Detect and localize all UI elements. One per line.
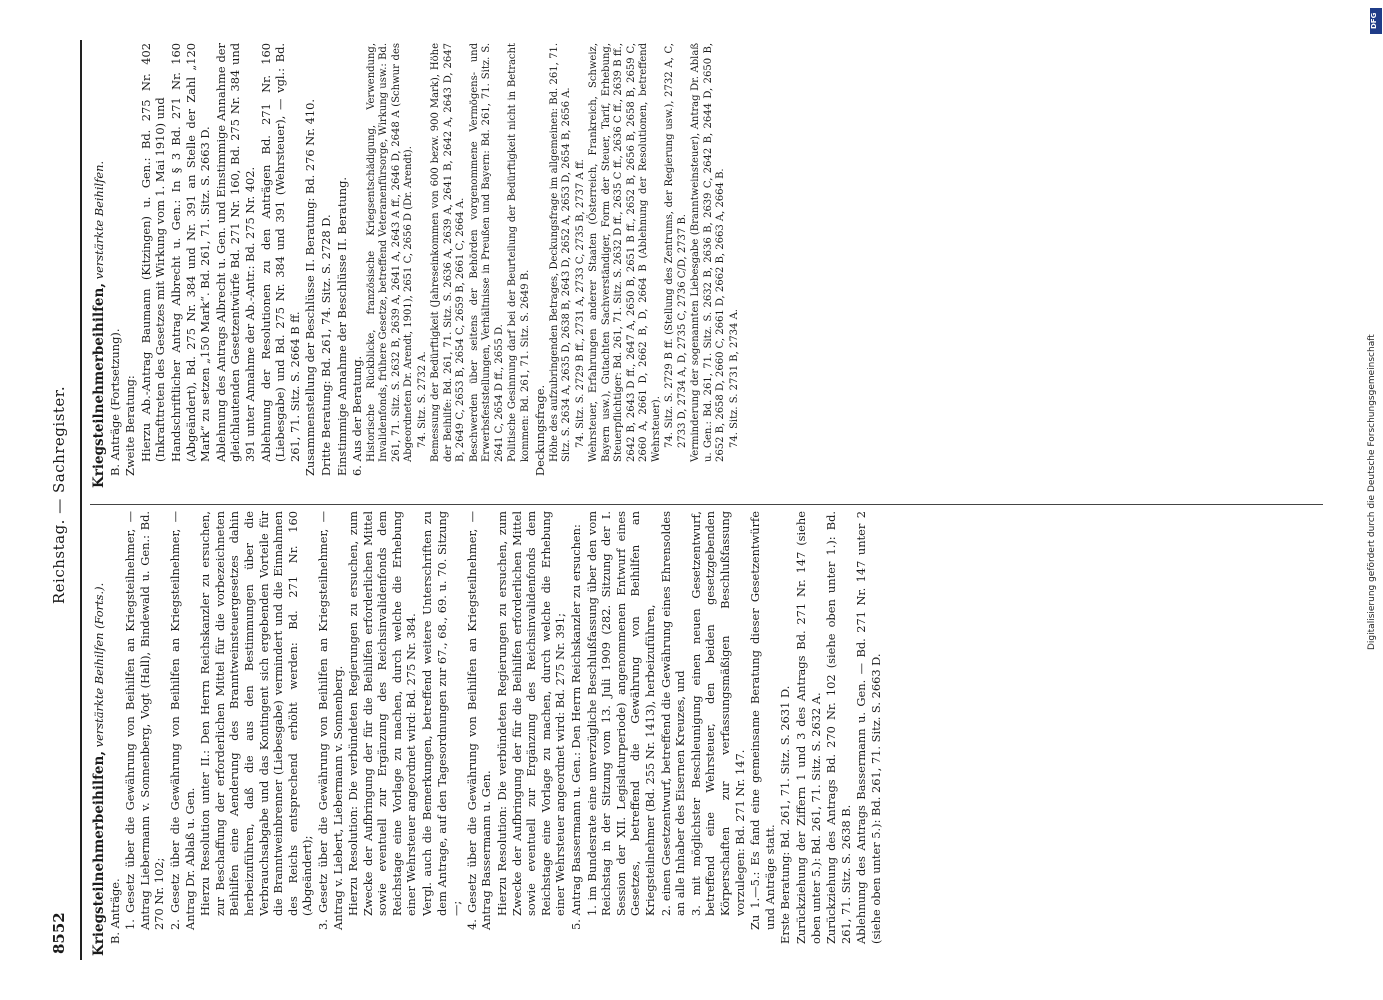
right-line: Wehrsteuer, Erfahrungen anderer Staaten (Österreich, Frankreich, Schweiz, Bayern usw.), Gutachten Sachverständiger, Form der Steuer, Tarif, Erhebung, Steuerpflichtiger: Bd. 261, 71. Sitz. S. 2632 D ff., 2635 C ff., 2636 C ff., 2639 B ff., 2642 B, 2643 D ff., 2647 A, 2650 B, 2651 B ff., 2652 B, 2656 B, 2658 B, 2659 C, 2660 A, 2661 D, 2662 B, D, 2664 B (Ablehnung der Resolutionen, betreffend Wehrsteuer). (588, 43, 662, 462)
right-line: 74. Sitz. S. 2729 B ff. (Stellung des Zentrums, der Regierung usw.), 2732 A, C, 2733 D, 2734 A, D, 2735 C, 2736 C/D, 2737 B. (664, 43, 688, 448)
right-line: Höhe des aufzubringenden Betrages, Deckungsfrage im allgemeinen: Bd. 261, 71. Sitz. S. 2634 A, 2635 D, 2638 B, 2643 D, 2652 A, 2653 D, 2654 B, 2656 A. (548, 43, 573, 462)
right-line: B. Anträge (Fortsetzung). (107, 328, 122, 476)
right-line: Hierzu Ab.-Antrag Baumann (Kitzingen) u. Gen.: Bd. 275 Nr. 402 (Inkrafttreten des Gesetzes mit Wirkung vom 1. Mai 1910) und (138, 43, 168, 462)
right-heading-title: Kriegsteilnehmerbeihilfen, (91, 282, 107, 488)
left-line: Zurückziehung des Antrags Bd. 270 Nr. 102 (siehe oben unter 1.): Bd. 261, 71. Sitz. S. 2638 B. (824, 511, 853, 944)
left-line: 1. Gesetz über die Gewährung von Beihilfen an Kriegsteilnehmer, — Antrag Liebermann v. Sonnenberg, Vogt (Hall), Bindewald u. Gen.: Bd. 270 Nr. 102; (123, 511, 167, 930)
right-line: 74. Sitz. S. 2729 B ff., 2731 A, 2733 C, 2735 B, 2737 A ff. (574, 159, 586, 448)
left-line: Zu 1.—5.: Es fand eine gemeinsame Beratung dieser Gesetzentwürfe und Anträge statt. (748, 511, 777, 930)
left-heading (92, 511, 107, 956)
left-line: Erste Beratung: Bd. 261, 71. Sitz. S. 2631 D. (778, 685, 793, 944)
right-heading-sub: verstärkte Beihilfen. (92, 160, 106, 280)
left-line: 3. Gesetz über die Gewährung von Beihilfen an Kriegsteilnehmer, — Antrag v. Liebert, Liebermann v. Sonnenberg. (315, 511, 345, 930)
right-line: Verminderung der sogenannten Liebesgabe (Branntweinsteuer), Antrag Dr. Ablaß u. Gen.: Bd. 261, 71. Sitz. S. 2632 B, 2636 B, 2639 C, 2642 B, 2644 D, 2650 B, 2652 B, 2658 D, 2660 C, 2661 D, 2662 B, 2663 A, 2664 B. (690, 43, 727, 462)
digitization-credit: Digitalisierung gefördert durch die Deutsche Forschungsgemeinschaft (1367, 334, 1377, 650)
right-heading (92, 43, 107, 488)
left-line: 2. Gesetz über die Gewährung von Beihilfen an Kriegsteilnehmer, — Antrag Dr. Ablaß u. Gen. (167, 511, 197, 930)
right-line: 6. Aus der Beratung. (350, 355, 365, 476)
right-line: Historische Rückblicke, französische Kriegsentschädigung, Verwendung, Invalidenfonds, frühere Gesetze, betreffend Veteranenfürsorge, Wirkung usw.: Bd. 261, 71. Sitz. S. 2632 B, 2639 A, 2641 A, 2643 A ff., 2646 D, 2648 A (Schwur des Abgeordneten Dr. Arendt, 1901), 2651 C, 2656 D (Dr. Arendt). (365, 43, 415, 462)
right-line: 74. Sitz. S. 2732 A. (416, 351, 428, 448)
left-line: 1. im Bundesrate eine unverzügliche Beschlußfassung über den vom Reichstag in der Sitzung vom 13. Juli 1909 (282. Sitzung der I. Session der XII. Legislaturperiode) angenommenen Entwurf eines Gesetzes, betreffend die Gewährung von Beihilfen an Kriegsteilnehmer (Bd. 255 Nr. 1413), herbeizuführen, (584, 511, 657, 916)
left-column (92, 511, 884, 956)
left-line: Hierzu Resolution: Die verbündeten Regierungen zu ersuchen, zum Zwecke der Aufbringung der für die Beihilfen erforderlichen Mittel sowie eventuell zur Ergänzung des Reichsinvalidenfonds dem Reichstage eine Vorlage zu machen, durch welche die Erhebung einer Wehrsteuer angeordnet wird: Bd. 275 Nr. 391; (495, 511, 568, 916)
left-line: Ablehnung des Antrags Bassermann u. Gen. — Bd. 271 Nr. 147 unter 2 (siehe oben unter 5.): Bd. 261, 71. Sitz. S. 2663 D. (854, 511, 883, 944)
header-rule (80, 40, 82, 960)
right-line: Bemessung der Bedürftigkeit (Jahreseinkommen von 600 bezw. 900 Mark), Höhe der Beihilfe: Bd. 261, 71. Sitz. S. 2636 A, 2639 A, 2641 B, 2642 A, 2643 D, 2647 B, 2649 C, 2653 B, 2654 C, 2659 B, 2661 C, 2664 A. (430, 43, 467, 462)
left-line: 2. einen Gesetzentwurf, betreffend die Gewährung eines Ehrensoldes an alle Inhaber des Eisernen Kreuzes, und (658, 511, 688, 916)
left-line: 3. mit möglichster Beschleunigung einen neuen Gesetzentwurf, betreffend eine Wehrsteuer, den beiden gesetzgebenden Körperschaften zur verfassungsmäßigen Beschlußfassung vorzulegen: Bd. 271 Nr. 147. (688, 511, 747, 916)
right-line: 74. Sitz. S. 2731 B, 2734 A. (728, 309, 740, 448)
edge-strip (1365, 0, 1383, 1000)
right-column (92, 43, 742, 488)
left-line: Vergl. auch die Bemerkungen, betreffend weitere Unterschriften zu dem Antrage, auf den Tagesordnungen zur 67., 68., 69. u. 70. Sitzung —; (420, 511, 464, 916)
running-title: Reichstag. — Sachregister. (50, 385, 68, 605)
right-line: Zusammenstellung der Beschlüsse II. Beratung: Bd. 276 Nr. 410. (303, 98, 318, 476)
left-heading-title: Kriegsteilnehmerbeihilfen, (91, 750, 107, 956)
left-heading-sub: verstärkte Beihilfen (Forts.). (92, 582, 106, 748)
left-line: 4. Gesetz über die Gewährung von Beihilfen an Kriegsteilnehmer, — Antrag Bassermann u. Gen. (464, 511, 494, 930)
page-number: 8552 (50, 912, 68, 954)
left-line: Hierzu Resolution: Die verbündeten Regierungen zu ersuchen, zum Zwecke der Aufbringung der für die Beihilfen erforderlichen Mittel sowie eventuell zur Ergänzung des Reichsinvalidenfonds dem Reichstage eine Vorlage zu machen, durch welche die Erhebung einer Wehrsteuer angeordnet wird: Bd. 275 Nr. 384. (346, 511, 419, 916)
dfg-logo: DFG (1370, 8, 1382, 34)
left-line: B. Anträge. (107, 878, 122, 944)
left-line: Hierzu Resolution unter II.: Den Herrn Reichskanzler zu ersuchen, zur Beschaffung der erforderlichen Mittel für die vorbezeichneten Beihilfen eine Aenderung des Branntweinsteuergesetzes dahin herbeizuführen, daß die aus den Bestimmungen über die Verbrauchsabgabe und das Kontingent sich ergebenden Vorteile für die Branntweinbrenner (Liebesgabe) vermindert und die Einnahmen des Reichs entsprechend erhöht werden: Bd. 271 Nr. 160 (Abgeändert); (198, 511, 315, 916)
right-line: Zweite Beratung: (123, 375, 138, 476)
right-line: Einstimmige Annahme der Beschlüsse II. Beratung. (334, 177, 349, 476)
left-line: Zurückziehung der Ziffern 1 und 3 des Antrags Bd. 271 Nr. 147 (siehe oben unter 5.): Bd. 261, 71. Sitz. S. 2632 A. (793, 511, 823, 944)
right-line: Deckungsfrage. (533, 384, 548, 476)
column-divider (90, 504, 1323, 505)
right-line: Dritte Beratung: Bd. 261, 74. Sitz. S. 2728 D. (318, 214, 333, 476)
right-line: Ablehnung der Resolutionen zu den Anträgen Bd. 271 Nr. 160 (Liebesgabe) und Bd. 275 Nr. 384 und 391 (Wehrsteuer), — vgl.: Bd. 261, 71. Sitz. S. 2664 B ff. (258, 43, 302, 462)
right-line: Ablehnung des Antrags Albrecht u. Gen. und Einstimmige Annahme der gleichlautenden Gesetzentwürfe Bd. 271 Nr. 160, Bd. 275 Nr. 384 und 391 unter Annahme der Ab.-Antr.: Bd. 275 Nr. 402. (213, 43, 257, 462)
right-line: Handschriftlicher Antrag Albrecht u. Gen.: In § 3 Bd. 271 Nr. 160 (Abgeändert), Bd. 275 Nr. 384 und Nr. 391 an Stelle der Zahl „120 Mark“ zu setzen „150 Mark“. Bd. 261, 71. Sitz. S. 2663 D. (168, 43, 213, 462)
right-line: Beschwerden über seitens der Behörden vorgenommene Vermögens- und Erwerbsfeststellungen, Verhältnisse in Preußen und Bayern: Bd. 261, 71. Sitz. S. 2641 C, 2654 D ff., 2655 D. (468, 43, 505, 462)
page-header (45, 30, 75, 960)
right-line: Politische Gesinnung darf bei der Beurteilung der Bedürftigkeit nicht in Betracht kommen: Bd. 261, 71. Sitz. S. 2649 B. (507, 43, 531, 462)
left-line: 5. Antrag Bassermann u. Gen.: Den Herrn Reichskanzler zu ersuchen: (569, 524, 583, 930)
